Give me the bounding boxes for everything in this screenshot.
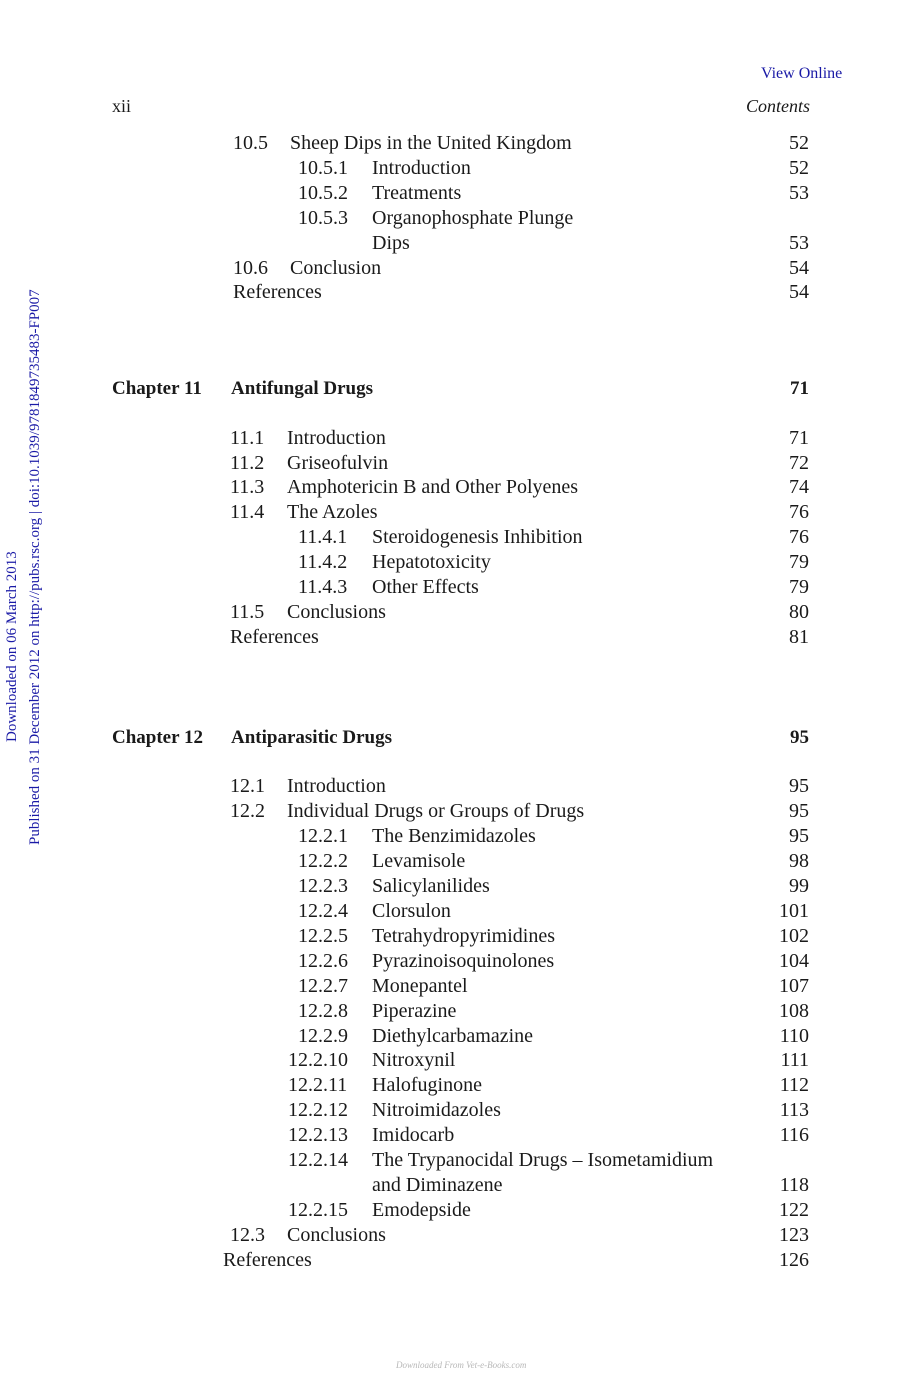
- chapter-page: 95: [790, 727, 809, 748]
- toc-title[interactable]: Nitroxynil: [372, 1049, 456, 1071]
- toc-title[interactable]: Hepatotoxicity: [372, 551, 491, 573]
- chapter-title[interactable]: Antifungal Drugs: [231, 378, 373, 399]
- toc-page: 95: [789, 825, 809, 847]
- toc-page: 122: [779, 1199, 809, 1221]
- toc-title[interactable]: Introduction: [287, 775, 386, 797]
- toc-title[interactable]: Griseofulvin: [287, 452, 389, 474]
- side-note: [0, 0, 43, 860]
- toc-number: 12.2.15: [288, 1199, 348, 1221]
- toc-number: 11.4.3: [298, 576, 348, 598]
- toc-title[interactable]: Introduction: [287, 427, 386, 449]
- footer-watermark: Downloaded From Vet-e-Books.com: [396, 1360, 527, 1370]
- toc-page: 95: [789, 775, 809, 797]
- toc-number: 12.2.5: [298, 925, 348, 947]
- toc-page: 53: [789, 182, 809, 204]
- toc-title[interactable]: Tetrahydropyrimidines: [372, 925, 555, 947]
- toc-page: 71: [789, 427, 809, 449]
- toc-title[interactable]: Individual Drugs or Groups of Drugs: [287, 800, 585, 822]
- toc-page: 110: [779, 1025, 809, 1047]
- toc-page: 79: [789, 551, 809, 573]
- toc-title[interactable]: References: [233, 281, 322, 303]
- page-number: xii: [112, 96, 132, 116]
- toc-number: 12.2.7: [298, 975, 348, 997]
- toc-number: 12.2.12: [288, 1099, 348, 1121]
- toc-title[interactable]: Organophosphate Plunge: [372, 207, 574, 229]
- toc-page: 74: [789, 476, 809, 498]
- toc-title[interactable]: The Benzimidazoles: [372, 825, 536, 847]
- toc-title[interactable]: The Azoles: [287, 501, 378, 523]
- toc-number: 12.1: [230, 775, 265, 797]
- toc-number: 12.2.6: [298, 950, 348, 972]
- toc-page: 76: [789, 501, 809, 523]
- toc-number: 11.4.1: [298, 526, 348, 548]
- toc-title[interactable]: The Trypanocidal Drugs – Isometamidium: [372, 1149, 714, 1171]
- toc-page: 126: [779, 1249, 809, 1271]
- toc-page: 98: [789, 850, 809, 872]
- toc-page: 108: [779, 1000, 809, 1022]
- toc-number: 12.2.13: [288, 1124, 348, 1146]
- toc-page: 104: [779, 950, 809, 972]
- toc-title[interactable]: Treatments: [372, 182, 462, 204]
- toc-number: 12.2.10: [288, 1049, 348, 1071]
- chapter-title[interactable]: Antiparasitic Drugs: [231, 727, 392, 748]
- toc-number: 12.2.4: [298, 900, 348, 922]
- toc-page: 113: [779, 1099, 809, 1121]
- toc-number: 10.5.3: [298, 207, 348, 229]
- toc-page: 79: [789, 576, 809, 598]
- running-head: Contents: [745, 96, 810, 116]
- toc-title[interactable]: Monepantel: [372, 975, 468, 997]
- toc-page: 123: [779, 1224, 809, 1246]
- toc-title[interactable]: Diethylcarbamazine: [372, 1025, 534, 1047]
- toc-page: 118: [779, 1174, 809, 1196]
- toc-title[interactable]: Pyrazinoisoquinolones: [372, 950, 555, 972]
- toc-title[interactable]: Imidocarb: [372, 1124, 455, 1146]
- toc-number: 12.2.2: [298, 850, 348, 872]
- toc-title[interactable]: Sheep Dips in the United Kingdom: [290, 132, 572, 154]
- toc-title[interactable]: Amphotericin B and Other Polyenes: [287, 476, 579, 498]
- toc-page: 99: [789, 875, 809, 897]
- toc-number: 10.5.1: [298, 157, 348, 179]
- toc-title[interactable]: Conclusions: [287, 601, 386, 623]
- chapter-label: Chapter 11: [112, 378, 202, 399]
- toc-title-continued[interactable]: and Diminazene: [372, 1174, 503, 1196]
- toc-page: 116: [779, 1124, 809, 1146]
- toc-number: 12.2.9: [298, 1025, 348, 1047]
- toc-page: 52: [789, 132, 809, 154]
- toc-title-continued[interactable]: Dips: [372, 232, 410, 254]
- side-note-published[interactable]: Published on 31 December 2012 on http://pubs.rsc.org | doi:10.1039/9781849735483-FP007: [27, 289, 43, 845]
- toc-title[interactable]: Steroidogenesis Inhibition: [372, 526, 583, 548]
- toc-number: 10.5: [233, 132, 268, 154]
- toc-number: 11.3: [230, 476, 265, 498]
- toc-title[interactable]: Emodepside: [372, 1199, 471, 1221]
- toc-number: 12.2.11: [288, 1074, 348, 1096]
- toc-page: 107: [779, 975, 809, 997]
- chapter-label: Chapter 12: [112, 727, 203, 748]
- toc-page: 54: [789, 281, 809, 303]
- toc-page: 52: [789, 157, 809, 179]
- toc-number: 12.2.3: [298, 875, 348, 897]
- toc-page: 101: [779, 900, 809, 922]
- toc-number: 11.1: [230, 427, 265, 449]
- toc-title[interactable]: Other Effects: [372, 576, 479, 598]
- toc-title[interactable]: Nitroimidazoles: [372, 1099, 501, 1121]
- toc-number: 11.2: [230, 452, 265, 474]
- toc-number: 10.6: [233, 257, 268, 279]
- view-online-link[interactable]: View Online: [761, 65, 843, 82]
- toc-page: 53: [789, 232, 809, 254]
- toc-page: 102: [779, 925, 809, 947]
- toc-page: 54: [789, 257, 809, 279]
- toc-page: 111: [780, 1049, 809, 1071]
- side-note-download[interactable]: Downloaded on 06 March 2013: [4, 551, 20, 742]
- toc-page: 112: [779, 1074, 809, 1096]
- chapter-page: 71: [790, 378, 809, 399]
- toc-page: 72: [789, 452, 809, 474]
- toc-number: 12.2.1: [298, 825, 348, 847]
- toc-title[interactable]: Introduction: [372, 157, 471, 179]
- toc-page: 80: [789, 601, 809, 623]
- toc-number: 12.2.14: [288, 1149, 348, 1171]
- toc-title[interactable]: Conclusion: [290, 257, 382, 279]
- toc-number: 11.4: [230, 501, 265, 523]
- toc-number: 11.5: [230, 601, 265, 623]
- toc-number: 12.3: [230, 1224, 265, 1246]
- toc-title[interactable]: Halofuginone: [372, 1074, 482, 1096]
- toc-number: 10.5.2: [298, 182, 348, 204]
- toc-title[interactable]: Conclusions: [287, 1224, 386, 1246]
- toc-number: 11.4.2: [298, 551, 348, 573]
- toc-page: 76: [789, 526, 809, 548]
- toc-page: 95: [789, 800, 809, 822]
- toc-title[interactable]: References: [230, 626, 319, 648]
- toc-title[interactable]: References: [223, 1249, 312, 1271]
- toc-title[interactable]: Levamisole: [372, 850, 466, 872]
- toc-title[interactable]: Clorsulon: [372, 900, 451, 922]
- toc-page: 81: [789, 626, 809, 648]
- toc-title[interactable]: Salicylanilides: [372, 875, 490, 897]
- toc-number: 12.2: [230, 800, 265, 822]
- toc-title[interactable]: Piperazine: [372, 1000, 457, 1022]
- toc-number: 12.2.8: [298, 1000, 348, 1022]
